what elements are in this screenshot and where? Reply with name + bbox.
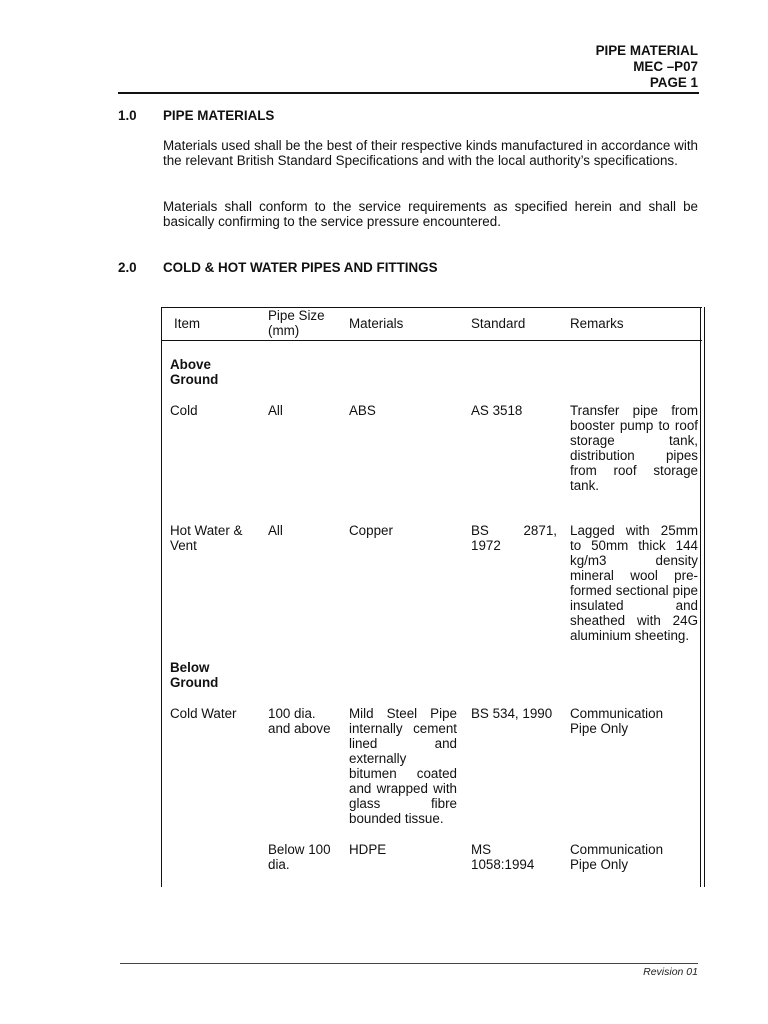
- table-header-border: [161, 340, 702, 341]
- row-hdpe-material: HDPE: [349, 842, 387, 857]
- row-cold-remarks: Transfer pipe from booster pump to roof storage tank, distribution pipes from roof storage tank.: [570, 403, 698, 493]
- table-header-remarks: Remarks: [570, 316, 624, 331]
- footer-rule: [120, 963, 698, 964]
- row-cold-size: All: [268, 403, 283, 418]
- table-header-materials: Materials: [349, 316, 404, 331]
- row-cold-water-remarks: Communication Pipe Only: [570, 706, 664, 736]
- row-hdpe-standard: MS 1058:1994: [471, 842, 535, 872]
- header-code: MEC –P07: [633, 59, 698, 74]
- section-2-title: COLD & HOT WATER PIPES AND FITTINGS: [163, 260, 438, 275]
- row-hot-water-material: Copper: [349, 523, 393, 538]
- row-cold-standard: AS 3518: [471, 403, 523, 418]
- section-1-title: PIPE MATERIALS: [163, 108, 275, 123]
- footer-revision: Revision 01: [643, 966, 698, 978]
- table-right-border-double: [704, 307, 705, 887]
- row-cold-water-material: Mild Steel Pipe internally cement lined and externally bitumen coated and wrapped with glass fibre bounded tissue.: [349, 706, 457, 826]
- table-header-standard: Standard: [471, 316, 526, 331]
- row-hdpe-remarks: Communication Pipe Only: [570, 842, 664, 872]
- row-cold-water-standard: BS 534, 1990: [471, 706, 553, 721]
- row-hdpe-size: Below 100 dia.: [268, 842, 331, 872]
- row-hot-water-standard: BS 2871, 1972: [471, 523, 557, 553]
- section-2-number: 2.0: [118, 260, 137, 275]
- document-header: [596, 43, 698, 91]
- section-1-paragraph-1: Materials used shall be the best of their respective kinds manufactured in accordance with the relevant British Standard Specifications and with the local authority’s specifications.: [163, 138, 698, 168]
- group-label-below-ground: Below Ground: [170, 660, 219, 690]
- section-1-paragraph-2: Materials shall conform to the service requirements as specified herein and shall be basically confirming to the service pressure encountered.: [163, 199, 698, 229]
- pipes-table: [161, 307, 702, 887]
- table-header-pipe-size: Pipe Size (mm): [268, 308, 325, 338]
- row-cold-water-item: Cold Water: [170, 706, 237, 721]
- row-hot-water-remarks: Lagged with 25mm to 50mm thick 144 kg/m3 density mineral wool pre-formed sectional pipe insulated and sheathed with 24G aluminium sheeting.: [570, 523, 698, 643]
- table-header-item: Item: [174, 316, 201, 331]
- header-title: PIPE MATERIAL: [595, 43, 698, 58]
- row-cold-material: ABS: [349, 403, 376, 418]
- header-rule: [118, 92, 699, 94]
- row-cold-water-size: 100 dia. and above: [268, 706, 331, 736]
- row-cold-item: Cold: [170, 403, 198, 418]
- group-label-above-ground: Above Ground: [170, 357, 219, 387]
- row-hot-water-item: Hot Water & Vent: [170, 523, 243, 553]
- table-top-border: [161, 307, 702, 308]
- table-right-border: [700, 307, 701, 887]
- row-hot-water-size: All: [268, 523, 283, 538]
- header-page: PAGE 1: [649, 75, 698, 90]
- section-1-number: 1.0: [118, 108, 137, 123]
- table-left-border: [161, 307, 162, 887]
